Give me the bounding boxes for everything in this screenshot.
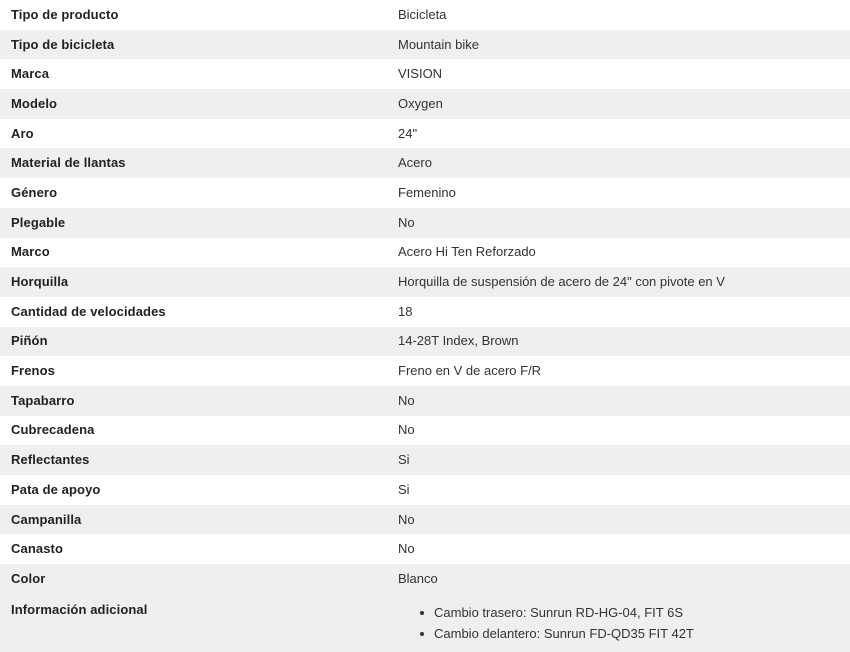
spec-row-bell [0, 505, 850, 535]
spec-value: Bicicleta [398, 6, 447, 22]
bullet-icon [420, 611, 424, 615]
spec-value: 24" [398, 125, 418, 141]
spec-row-gender [0, 178, 850, 208]
spec-label: Cantidad de velocidades [11, 303, 166, 319]
bullet-icon [420, 632, 424, 636]
spec-value: 14-28T Index, Brown [398, 333, 519, 349]
spec-value: Acero [398, 155, 432, 171]
spec-row-speeds [0, 297, 850, 327]
spec-row-frame [0, 238, 850, 268]
list-item [434, 623, 850, 644]
spec-label: Color [11, 570, 46, 586]
spec-row-kickstand [0, 475, 850, 505]
spec-row-color [0, 564, 850, 594]
spec-label: Frenos [11, 363, 55, 379]
list-item-text: Cambio trasero: Sunrun RD-HG-04, FIT 6S [434, 604, 684, 620]
spec-label: Plegable [11, 214, 66, 230]
spec-value: Oxygen [398, 95, 443, 111]
spec-row-product-type [0, 0, 850, 30]
spec-label: Campanilla [11, 511, 82, 527]
spec-value: Femenino [398, 184, 456, 200]
spec-value: Si [398, 481, 410, 497]
spec-value: No [398, 392, 415, 408]
spec-value: No [398, 511, 415, 527]
list-item-text: Cambio delantero: Sunrun FD-QD35 FIT 42T [434, 625, 694, 641]
spec-label: Cubrecadena [11, 422, 95, 438]
spec-label: Canasto [11, 541, 63, 557]
spec-row-foldable [0, 208, 850, 238]
spec-value: No [398, 214, 415, 230]
spec-label: Tipo de producto [11, 6, 119, 22]
spec-label: Pata de apoyo [11, 481, 101, 497]
spec-label: Piñón [11, 333, 48, 349]
spec-value: Freno en V de acero F/R [398, 363, 542, 379]
spec-value [397, 594, 850, 652]
spec-row-brand [0, 59, 850, 89]
spec-label: Material de llantas [11, 155, 126, 171]
spec-label: Información adicional [11, 601, 148, 617]
spec-row-fork [0, 267, 850, 297]
spec-row-chain-guard [0, 416, 850, 446]
additional-info-list [398, 602, 850, 644]
spec-value: Acero Hi Ten Reforzado [398, 244, 536, 260]
spec-label: Marco [11, 244, 50, 260]
spec-value: Horquilla de suspensión de acero de 24" con pivote en V [398, 274, 725, 290]
spec-label: Modelo [11, 95, 58, 111]
spec-row-basket [0, 534, 850, 564]
spec-value: Blanco [398, 570, 438, 586]
spec-row-additional-info [0, 594, 850, 652]
spec-value: No [398, 422, 415, 438]
spec-value: 18 [398, 303, 413, 319]
spec-row-brakes [0, 356, 850, 386]
list-item [434, 602, 850, 623]
spec-label: Género [11, 184, 58, 200]
spec-row-sprocket [0, 327, 850, 357]
spec-label: Reflectantes [11, 452, 90, 468]
spec-label: Aro [11, 125, 34, 141]
spec-label: Tapabarro [11, 392, 75, 408]
spec-row-reflectors [0, 445, 850, 475]
spec-row-rim-size [0, 119, 850, 149]
spec-value: No [398, 541, 415, 557]
spec-value: Mountain bike [398, 36, 479, 52]
spec-value: Si [398, 452, 410, 468]
spec-row-fender [0, 386, 850, 416]
spec-row-rim-material [0, 148, 850, 178]
spec-label: Horquilla [11, 274, 69, 290]
spec-row-bike-type [0, 30, 850, 60]
spec-row-model [0, 89, 850, 119]
spec-label: Marca [11, 66, 50, 82]
spec-value: VISION [398, 66, 443, 82]
spec-label: Tipo de bicicleta [11, 36, 115, 52]
